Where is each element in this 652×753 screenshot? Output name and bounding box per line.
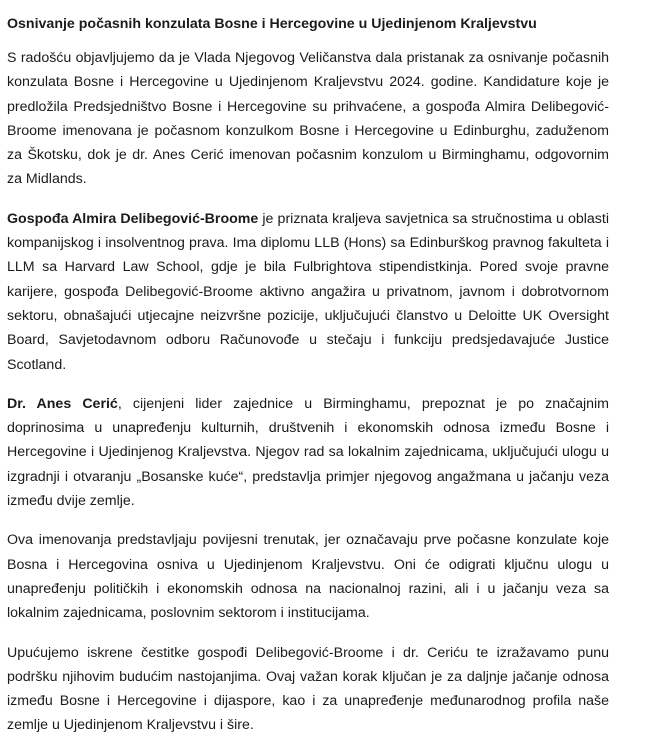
name-ceric: Dr. Anes Cerić (7, 395, 118, 412)
bio-delibegovic-broome: je priznata kraljeva savjetnica sa stručnostima u oblasti kompanijskog i insolventnog prava. Ima diplomu LLB (Hons) sa Edinburškog pravnog fakulteta i LLM sa Harvard Law School, gdje je bila Fulbrightova stipendistkinja. Pored svoje pravne karijere, gospođa Delibegović-Broome aktivno angažira u privatnom, javnom i dobrotvornom sektoru, obnašajući utjecajne neizvršne pozicije, uključujući članstvo u Deloitte UK Oversight Board, Savjetodavnom odboru Računovođe u stečaju i funkciju predsjedavajuće Justice Scotland. (7, 210, 609, 373)
document-body (7, 14, 609, 753)
name-delibegovic-broome: Gospođa Almira Delibegović-Broome (7, 210, 259, 227)
bio-ceric: , cijenjeni lider zajednice u Birminghamu, prepoznat je po značajnim doprinosima u unapređenju kulturnih, društvenih i ekonomskih odnosa između Bosne i Hercegovine i Ujedinjenog Kraljevstva. Njegov rad sa lokalnim zajednicama, uključujući ulogu u izgradnji i otvaranju „Bosanske kuće“, predstavlja primjer njegovog angažmana u jačanju veza između dvije zemlje. (7, 395, 609, 510)
document-title: Osnivanje počasnih konzulata Bosne i Hercegovine u Ujedinjenom Kraljevstvu (7, 16, 537, 32)
paragraph-announcement: S radošću objavljujemo da je Vlada Njegovog Veličanstva dala pristanak za osnivanje počasnih konzulata Bosne i Hercegovine u Ujedinjenom Kraljevstvu 2024. godine. Kandidature koje je predložila Predsjedništvo Bosne i Hercegovine su prihvaćene, a gospođa Almira Delibegović-Broome imenovana je počasnom konzulkom Bosne i Hercegovine u Edinburghu, zaduženom za Škotsku, dok je dr. Anes Cerić imenovan počasnim konzulom u Birminghamu, odgovornim za Midlands. (7, 50, 609, 188)
paragraph-significance: Ova imenovanja predstavljaju povijesni trenutak, jer označavaju prve počasne konzulate koje Bosna i Hercegovina osniva u Ujedinjenom Kraljevstvu. Oni će odigrati ključnu ulogu u unapređenju političkih i ekonomskih odnosa na nacionalnoj razini, ali i u jačanju veza sa lokalnim zajednicama, poslovnim sektorom i institucijama. (7, 532, 609, 622)
paragraph-ceric (7, 392, 609, 513)
paragraph-delibegovic-broome (7, 207, 609, 377)
paragraph-congratulations: Upućujemo iskrene čestitke gospođi Delibegović-Broome i dr. Ceriću te izražavamo punu podršku njihovim budućim nastojanjima. Ovaj važan korak ključan je za daljnje jačanje odnosa između Bosne i Hercegovine i dijaspore, kao i za unapređenje međunarodnog profila naše zemlje u Ujedinjenom Kraljevstvu i šire. (7, 644, 609, 734)
